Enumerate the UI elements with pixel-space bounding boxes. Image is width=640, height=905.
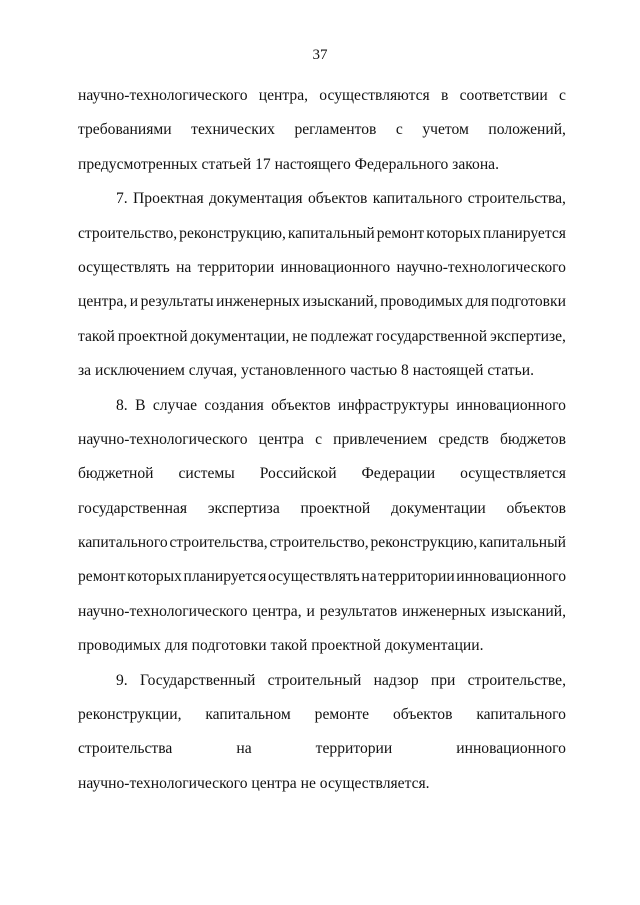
- word: строительства: [78, 740, 173, 758]
- word: средств: [438, 430, 489, 448]
- word: строительный: [267, 671, 362, 689]
- word: капитального: [476, 706, 566, 724]
- word: научно-технологического: [78, 87, 248, 104]
- word: осуществлять: [78, 258, 170, 276]
- word: капитальный: [287, 224, 375, 242]
- word: объектов: [392, 706, 453, 724]
- word: ремонт: [78, 568, 126, 586]
- word: государственная: [78, 499, 188, 517]
- word: не: [292, 327, 308, 345]
- text-line: [78, 182, 566, 216]
- paragraph-continuation: [78, 79, 566, 182]
- word: Федерации: [361, 465, 436, 483]
- word: научно-технологического: [396, 258, 566, 276]
- word: осуществляются: [319, 87, 430, 104]
- word: реконструкции,: [78, 706, 182, 724]
- word: подготовки: [491, 293, 566, 311]
- word: проектной: [300, 499, 371, 517]
- text-line: [78, 526, 566, 560]
- word: осуществляется: [460, 465, 566, 483]
- word: положений,: [488, 121, 566, 139]
- word: научно-технологического: [78, 602, 248, 620]
- word: капитального: [78, 534, 168, 552]
- word: бюджетной: [78, 465, 154, 483]
- word: экспертизе,: [490, 327, 566, 345]
- word: планируется: [183, 568, 267, 586]
- word: проектной: [117, 327, 188, 345]
- word: на: [236, 740, 252, 758]
- text-line: [78, 423, 566, 457]
- word: инженерных: [402, 602, 486, 620]
- word: на: [361, 568, 377, 586]
- word: с: [315, 430, 322, 448]
- word: инженерных: [216, 293, 300, 311]
- text-line: [78, 217, 566, 251]
- word: бюджетов: [499, 430, 566, 448]
- word: изысканий,: [302, 293, 378, 311]
- text-line: [78, 664, 566, 698]
- body-text: [78, 79, 566, 801]
- text-line: [78, 113, 566, 147]
- word: для: [465, 293, 489, 311]
- text-line: [78, 560, 566, 594]
- word: случае: [152, 396, 198, 414]
- page-number: 37: [312, 47, 328, 63]
- word: и: [129, 293, 139, 311]
- word: на: [176, 258, 192, 276]
- word: проводимых: [380, 293, 464, 311]
- word: системы: [178, 465, 235, 483]
- word: центра,: [258, 87, 309, 104]
- word: 8.: [116, 396, 128, 414]
- word: капитальном: [205, 706, 291, 724]
- word: Российской: [259, 465, 337, 483]
- word: строительстве,: [467, 671, 566, 689]
- word: инновационного: [456, 396, 566, 414]
- word: привлечением: [333, 430, 428, 448]
- word: капитального: [372, 190, 463, 208]
- word: которых: [127, 568, 182, 586]
- text-line: [78, 389, 566, 423]
- word: осуществлять: [268, 568, 360, 586]
- text-line: [78, 79, 566, 113]
- word: результатов: [319, 602, 398, 620]
- word: Государственный: [139, 671, 256, 689]
- word: создания: [204, 396, 264, 414]
- word: инновационного: [280, 258, 391, 276]
- text-line: за исключением случая, установленного частью 8 настоящей статьи.: [78, 362, 534, 380]
- word: инновационного: [456, 568, 566, 586]
- word: строительство,: [78, 224, 178, 242]
- paragraph-8: [78, 389, 566, 664]
- word: территории: [197, 258, 275, 276]
- word: требованиями: [78, 121, 172, 139]
- word: надзор: [373, 671, 419, 689]
- word: учетом: [422, 121, 469, 139]
- word: 7.: [116, 190, 128, 208]
- word: изысканий,: [490, 602, 566, 620]
- word: документация: [208, 190, 303, 208]
- word: документации: [390, 499, 486, 517]
- word: соответствии: [459, 87, 548, 104]
- word: территории: [315, 740, 393, 758]
- word: капитальный: [479, 534, 566, 552]
- word: 9.: [116, 671, 128, 689]
- word: с: [559, 87, 566, 104]
- text-line: [78, 285, 566, 319]
- word: Проектная: [133, 190, 204, 208]
- word: результаты: [140, 293, 214, 311]
- word: территории: [378, 568, 455, 586]
- paragraph-7: [78, 182, 566, 388]
- word: объектов: [506, 499, 566, 517]
- text-line: [78, 251, 566, 285]
- text-line: [78, 595, 566, 629]
- paragraph-9: [78, 664, 566, 802]
- word: планируется: [483, 224, 566, 242]
- word: в: [440, 87, 449, 104]
- word: документации,: [190, 327, 290, 345]
- text-line: [78, 457, 566, 491]
- word: государственной: [375, 327, 488, 345]
- word: объектов: [271, 396, 331, 414]
- word: В: [135, 396, 146, 414]
- word: и: [306, 602, 315, 620]
- text-line: [78, 732, 566, 766]
- word: технических: [191, 121, 275, 139]
- text-line: [78, 698, 566, 732]
- word: реконструкцию,: [370, 534, 478, 552]
- word: реконструкцию,: [179, 224, 286, 242]
- word: центра,: [252, 602, 302, 620]
- word: центра,: [78, 293, 128, 311]
- word: инновационного: [456, 740, 566, 758]
- word: которых: [426, 224, 482, 242]
- word: ремонт: [376, 224, 425, 242]
- text-line: [78, 320, 566, 354]
- text-line: предусмотренных статьей 17 настоящего Федерального закона.: [78, 155, 499, 173]
- word: центра: [258, 430, 304, 448]
- word: инфраструктуры: [337, 396, 449, 414]
- word: строительства,: [467, 190, 566, 208]
- text-line: проводимых для подготовки такой проектной документации.: [78, 637, 484, 655]
- word: строительство,: [269, 534, 369, 552]
- word: строительства,: [169, 534, 268, 552]
- word: с: [395, 121, 403, 139]
- word: регламентов: [294, 121, 377, 139]
- text-line: [78, 492, 566, 526]
- word: научно-технологического: [78, 430, 248, 448]
- word: экспертиза: [207, 499, 280, 517]
- word: такой: [78, 327, 115, 345]
- word: подлежат: [310, 327, 373, 345]
- text-line: научно-технологического центра не осуществляется.: [78, 774, 430, 792]
- word: ремонте: [314, 706, 370, 724]
- word: объектов: [307, 190, 368, 208]
- word: при: [430, 671, 456, 689]
